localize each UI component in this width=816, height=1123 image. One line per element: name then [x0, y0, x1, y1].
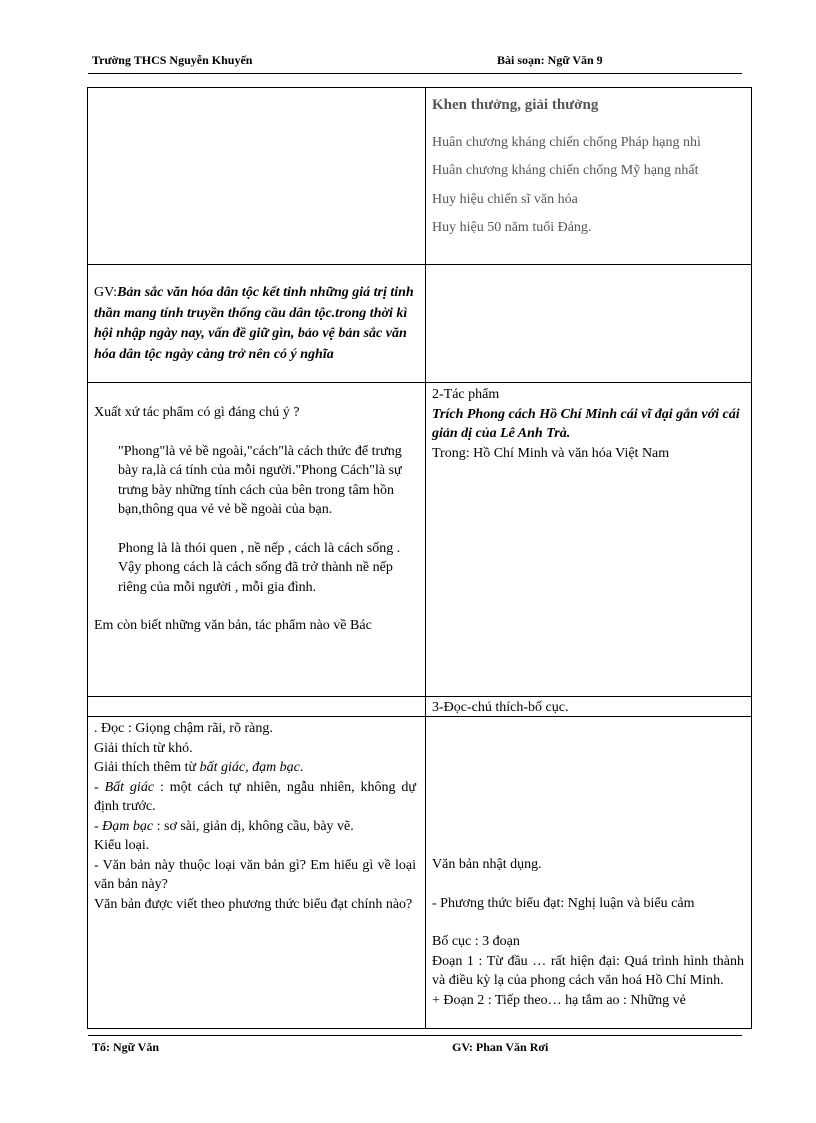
- definition-bat-giac: - Bất giác : một cách tự nhiên, ngẫu nhiên, không dự định trước.: [94, 779, 416, 814]
- explained-words: bất giác, đạm bạc: [199, 760, 300, 775]
- awards-cell: [432, 96, 744, 243]
- header-school: Trường THCS Nguyễn Khuyến: [92, 53, 253, 67]
- definition-dam-bac: - Đạm bạc : sơ sài, giản dị, không cầu, bày vẽ.: [94, 818, 354, 834]
- layout-part-2: + Đoạn 2 : Tiếp theo… hạ tắm ao : Những vẻ: [432, 992, 686, 1008]
- award-item: Huân chương kháng chiến chống Pháp hạng nhì: [432, 134, 701, 150]
- text-type-label: Kiểu loại.: [94, 838, 150, 853]
- origin-question-cell: [94, 403, 419, 636]
- awards-title: Khen thưởng, giải thưởng: [432, 97, 599, 113]
- reading-left-cell: [94, 719, 416, 914]
- term-dam-bac: Đạm bạc: [102, 818, 154, 834]
- expression-method-answer: - Phương thức biểu đạt: Nghị luận và biểu cảm: [432, 895, 695, 911]
- table-column-divider: [425, 87, 426, 1029]
- layout-summary: Bố cục : 3 đoạn: [432, 934, 520, 949]
- term-bat-giac: Bất giác: [104, 779, 155, 795]
- gv-note-text: Bản sắc văn hóa dân tộc kết tinh những giá trị tinh thần mang tính truyền thống cầu dân tộc.trong thời kì hội nhập ngày nay, vấn đề giữ gìn, bảo vệ bản sắc văn hóa dân tộc ngày càng trở nên có ý nghĩa: [94, 285, 414, 362]
- table-row-divider: [87, 382, 752, 383]
- reading-explain: Giải thích từ khó.: [94, 740, 193, 756]
- table-border-right: [751, 87, 752, 1029]
- table-row-divider: [87, 696, 752, 697]
- text-type-answer: Văn bản nhật dụng.: [432, 857, 542, 872]
- reading-doc: . Đọc : Giọng chậm rãi, rõ ràng.: [94, 721, 273, 736]
- reading-explain-more: Giải thích thêm từ bất giác, đạm bạc.: [94, 760, 304, 775]
- reading-right-cell: [432, 855, 744, 1010]
- work-heading: 2-Tác phẩm: [432, 387, 500, 402]
- question-expression-method: Văn bản được viết theo phương thức biểu đạt chính nào?: [94, 896, 413, 912]
- layout-part-1: Đoạn 1 : Từ đầu … rất hiện đại: Quá trình hình thành và điều kỳ lạ của phong cách văn hoá Hồ Chí Minh.: [432, 953, 744, 988]
- origin-question-2: Em còn biết những văn bản, tác phẩm nào về Bác: [94, 618, 372, 633]
- work-cell: [432, 385, 747, 463]
- footer-teacher: GV: Phan Văn Rơi: [452, 1040, 549, 1054]
- table-border-bottom: [87, 1028, 752, 1029]
- footer-group: Tổ: Ngữ Văn: [92, 1040, 159, 1054]
- footer-rule: [88, 1035, 742, 1036]
- award-item: Huy hiệu chiến sĩ văn hóa: [432, 191, 578, 207]
- origin-paragraph: "Phong"là vẻ bề ngoài,"cách"là cách thức để trưng bày ra,là cá tính của mỗi người."Phong Cách"là sự trưng bày những tính cách của bên trong tâm hồn bạn,thông qua vẻ vẻ bề ngoài của bạn.: [118, 443, 402, 517]
- header-lesson: Bài soạn: Ngữ Văn 9: [497, 53, 603, 67]
- table-row-divider: [87, 264, 752, 265]
- gv-label: GV:: [94, 285, 118, 300]
- award-item: Huân chương kháng chiến chống Mỹ hạng nhất: [432, 163, 699, 178]
- reading-heading: 3-Đọc-chú thích-bố cục.: [432, 700, 569, 715]
- work-source: Trong: Hồ Chí Minh và văn hóa Việt Nam: [432, 445, 670, 461]
- gv-note: [94, 283, 419, 365]
- table-border-top: [87, 87, 752, 88]
- origin-paragraph: Phong là là thói quen , nề nếp , cách là cách sống . Vậy phong cách là cách sống đã trở thành nề nếp riêng của mỗi người , mỗi gia đình.: [118, 540, 401, 595]
- lesson-table: [87, 87, 752, 1029]
- table-border-left: [87, 87, 88, 1029]
- award-item: Huy hiệu 50 năm tuổi Đảng.: [432, 220, 592, 235]
- question-text-type: - Văn bản này thuộc loại văn bản gì? Em hiểu gì về loại văn bản này?: [94, 857, 416, 892]
- work-title: Trích Phong cách Hồ Chí Minh cái vĩ đại gắn với cái giản dị của Lê Anh Trà.: [432, 406, 740, 441]
- origin-question: Xuất xứ tác phẩm có gì đáng chú ý ?: [94, 405, 300, 420]
- header-rule: [88, 73, 742, 74]
